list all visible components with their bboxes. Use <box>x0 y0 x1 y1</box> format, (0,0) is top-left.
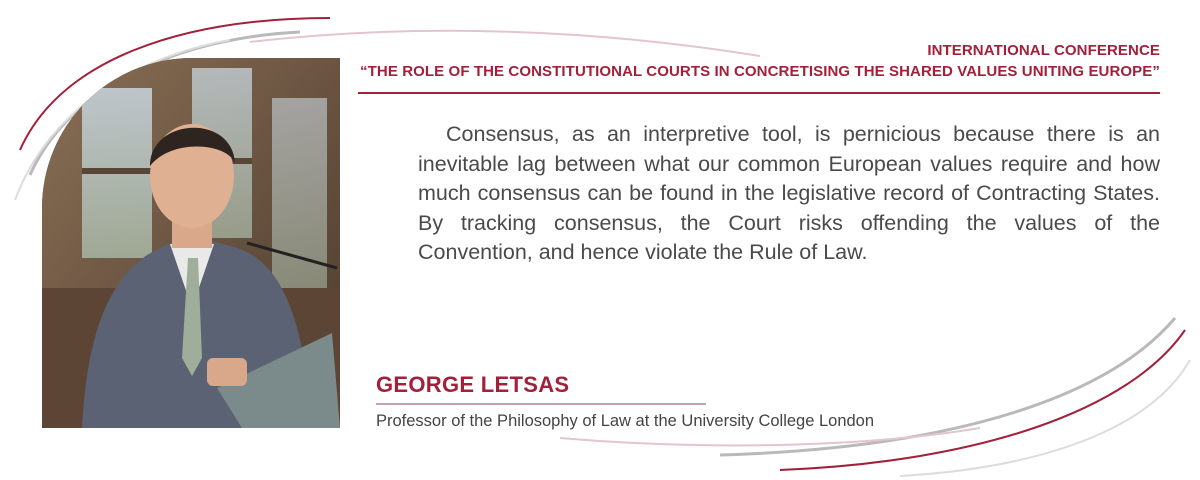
speaker-title: Professor of the Philosophy of Law at the University College London <box>376 412 875 430</box>
speaker-name: GEORGE LETSAS <box>376 372 570 397</box>
speaker-photo-illustration <box>42 58 340 428</box>
header-divider <box>358 92 1160 94</box>
speaker-photo <box>42 58 340 428</box>
conference-title: “THE ROLE OF THE CONSTITUTIONAL COURTS IN CONCRETISING THE SHARED VALUES UNITING EUROPE” <box>360 63 1160 80</box>
speaker-divider <box>376 403 706 405</box>
quote-text: Consensus, as an interpretive tool, is pernicious because there is an inevitable lag between what our common European values require and how much consensus can be found in the legislative record of Contracting States. By tracking consensus, the Court risks offending the values of the Convention, and hence violate the Rule of Law. <box>418 122 1160 264</box>
conference-header <box>360 40 1160 82</box>
conference-label: INTERNATIONAL CONFERENCE <box>927 42 1160 59</box>
